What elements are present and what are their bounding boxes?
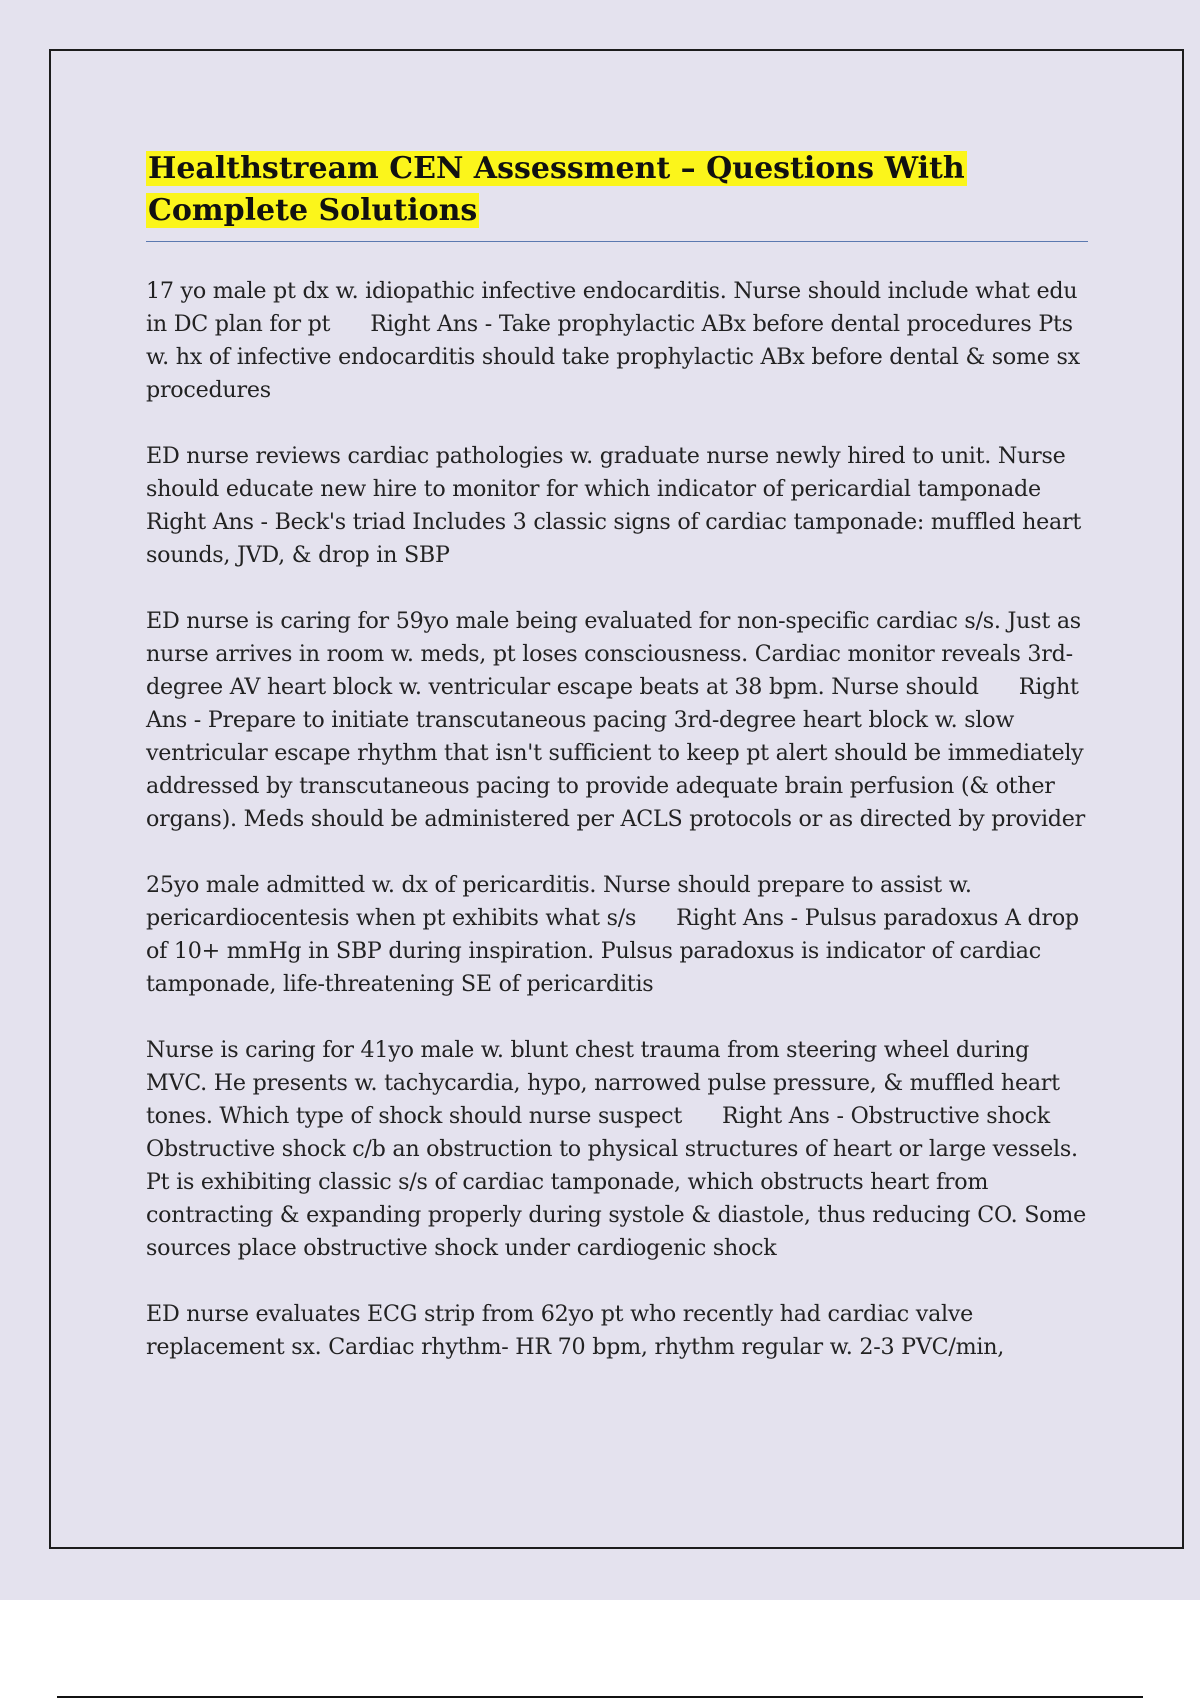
question-text: ED nurse reviews cardiac pathologies w. graduate nurse newly hired to unit. Nurse should educate new hire to monitor for which indicator of pericardial tamponade xyxy=(146,443,1066,502)
answer-text: Take prophylactic ABx before dental procedures Pts w. hx of infective endocarditis should take prophylactic ABx before dental & some sx procedures xyxy=(146,311,1080,403)
footer-rule xyxy=(57,1696,1143,1698)
answer-marker: Right Ans - xyxy=(676,905,798,931)
answer-marker: Right Ans - xyxy=(146,509,268,535)
qa-item-2 xyxy=(146,440,1088,572)
title-line-2: Complete Solutions xyxy=(148,193,478,228)
qa-item-5 xyxy=(146,1034,1088,1265)
qa-item-6 xyxy=(146,1298,1088,1364)
title-line-1: Healthstream CEN Assessment – Questions With xyxy=(148,151,965,186)
qa-item-4 xyxy=(146,869,1088,1001)
answer-text: Pulsus paradoxus A drop of 10+ mmHg in SBP during inspiration. Pulsus paradoxus is indicator of cardiac tamponade, life-threatening SE of pericarditis xyxy=(146,905,1079,997)
question-text: ED nurse is caring for 59yo male being evaluated for non-specific cardiac s/s. Just as nurse arrives in room w. meds, pt loses consciousness. Cardiac monitor reveals 3rd-degree AV heart block w. ventricular escape beats at 38 bpm. Nurse should xyxy=(146,608,1081,700)
question-text: Nurse is caring for 41yo male w. blunt chest trauma from steering wheel during MVC. He presents w. tachycardia, hypo, narrowed pulse pressure, & muffled heart tones. Which type of shock should nurse suspect xyxy=(146,1037,1060,1129)
answer-marker: Right Ans - xyxy=(146,674,1079,733)
document-title xyxy=(146,148,1088,232)
answer-text: Obstructive shock Obstructive shock c/b an obstruction to physical structures of heart or large vessels. Pt is exhibiting classic s/s of cardiac tamponade, which obstructs heart from contracting & expanding properly during systole & diastole, thus reducing CO. Some sources place obstructive shock under cardiogenic shock xyxy=(146,1103,1086,1261)
question-text: ED nurse evaluates ECG strip from 62yo pt who recently had cardiac valve replacement sx. Cardiac rhythm- HR 70 bpm, rhythm regular w. 2-3 PVC/min, xyxy=(146,1301,1005,1360)
title-underline xyxy=(146,241,1088,242)
answer-marker: Right Ans - xyxy=(721,1103,844,1129)
answer-marker: Right Ans - xyxy=(370,311,492,337)
question-text: 25yo male admitted w. dx of pericarditis. Nurse should prepare to assist w. pericardiocentesis when pt exhibits what s/s xyxy=(146,872,972,931)
answer-text: Prepare to initiate transcutaneous pacing 3rd-degree heart block w. slow ventricular escape rhythm that isn't sufficient to keep pt alert should be immediately addressed by transcutaneous pacing to provide adequate brain perfusion (& other organs). Meds should be administered per ACLS protocols or as directed by provider xyxy=(146,707,1085,832)
document-content xyxy=(146,148,1088,1364)
qa-item-3 xyxy=(146,605,1088,836)
question-text: 17 yo male pt dx w. idiopathic infective endocarditis. Nurse should include what edu in DC plan for pt xyxy=(146,278,1078,337)
qa-item-1 xyxy=(146,275,1088,407)
answer-text: Beck's triad Includes 3 classic signs of cardiac tamponade: muffled heart sounds, JVD, & drop in SBP xyxy=(146,509,1082,568)
